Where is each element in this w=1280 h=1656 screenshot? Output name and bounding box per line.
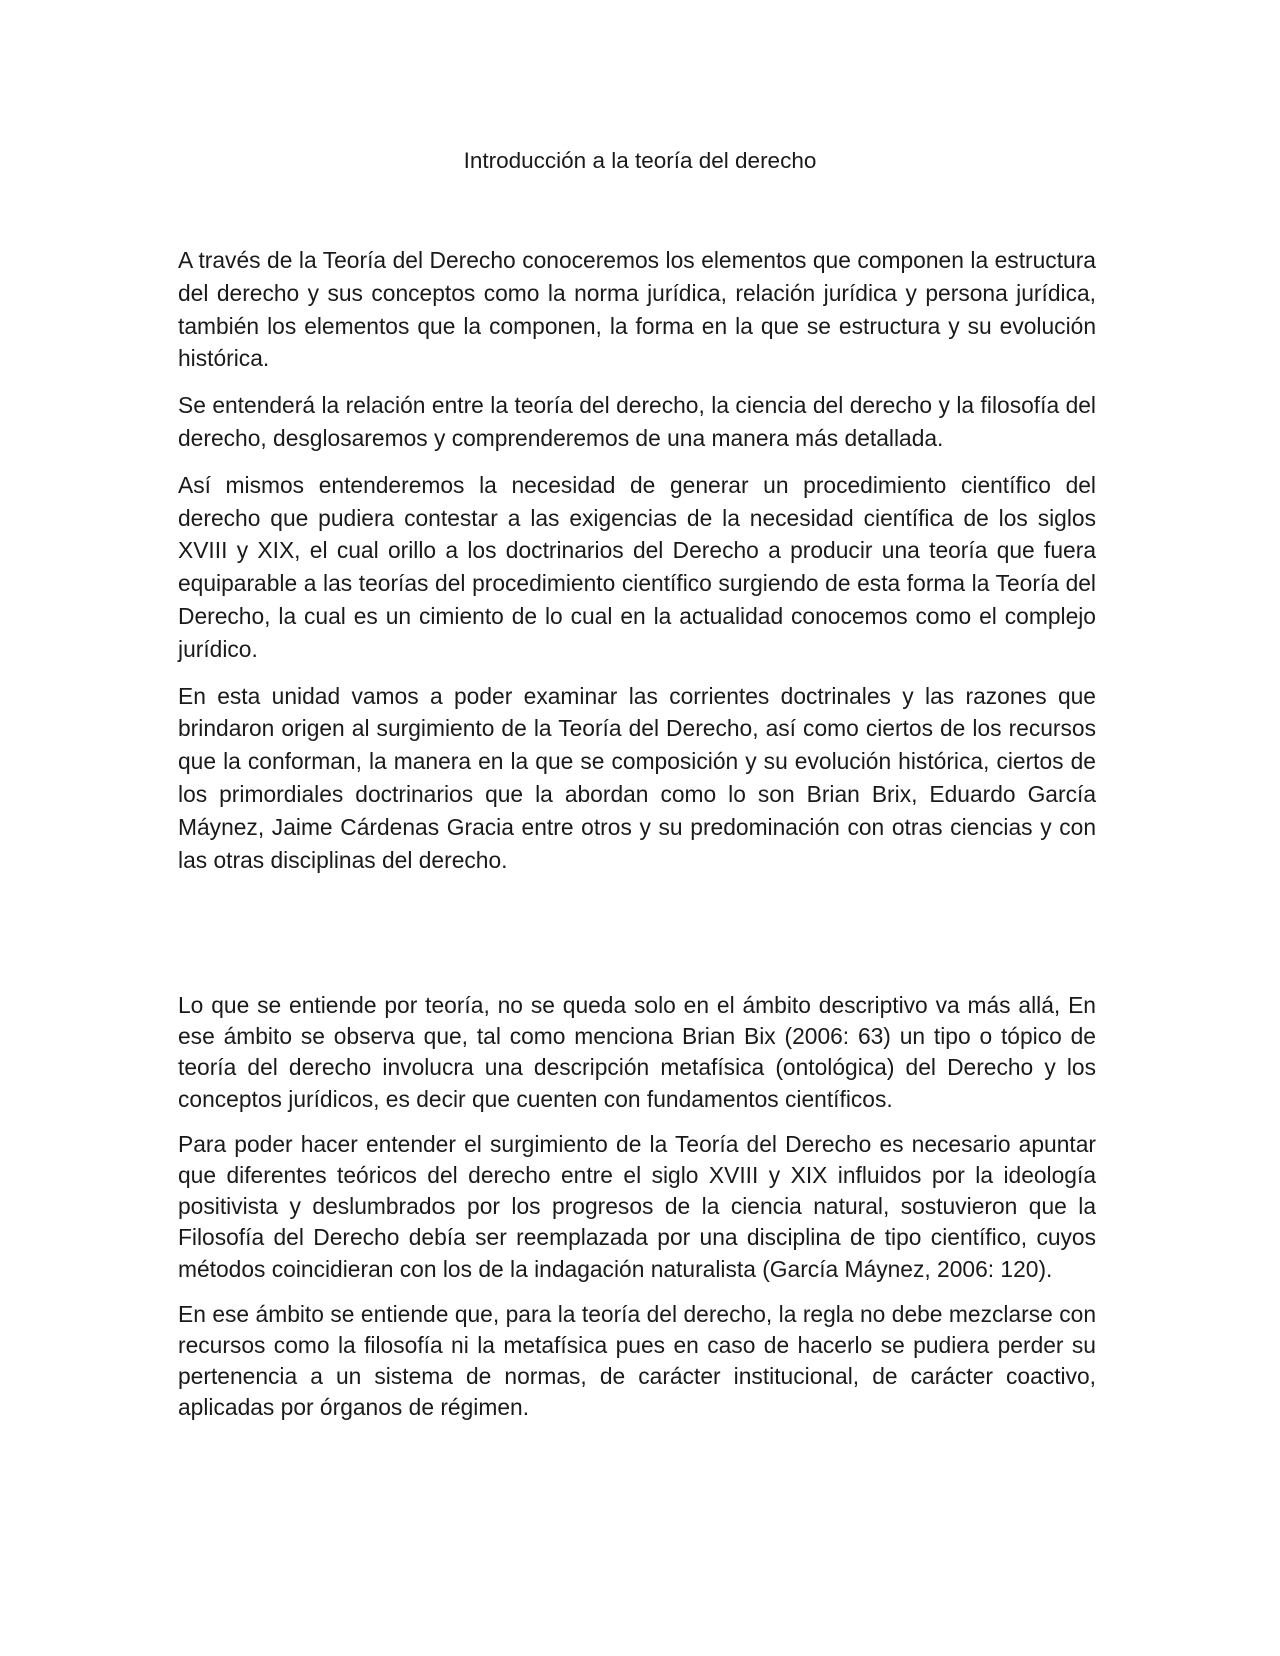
- paragraph: Se entenderá la relación entre la teoría del derecho, la ciencia del derecho y la filosofía del derecho, desglosaremos y comprenderemos de una manera más detallada.: [178, 392, 1096, 451]
- page-title: Introducción a la teoría del derecho: [463, 148, 817, 173]
- paragraph: Para poder hacer entender el surgimiento de la Teoría del Derecho es necesario apuntar que diferentes teóricos del derecho entre el siglo XVIII y XIX influidos por la ideología positivista y deslumbrados por los progresos de la ciencia natural, sostuvieron que la Filosofía del Derecho debía ser reemplazada por una disciplina de tipo científico, cuyos métodos coincidieran con los de la indagación naturalista (García Máynez, 2006: 120).: [178, 1130, 1096, 1282]
- section-one: [178, 244, 1096, 890]
- section-two: [178, 990, 1096, 1438]
- paragraph: En ese ámbito se entiende que, para la teoría del derecho, la regla no debe mezclarse con recursos como la filosofía ni la metafísica pues en caso de hacerlo se pudiera perder su pertenencia a un sistema de normas, de carácter institucional, de carácter coactivo, aplicadas por órganos de régimen.: [178, 1300, 1096, 1421]
- paragraph: Así mismos entenderemos la necesidad de generar un procedimiento científico del derecho que pudiera contestar a las exigencias de la necesidad científica de los siglos XVIII y XIX, el cual orillo a los doctrinarios del Derecho a producir una teoría que fuera equiparable a las teorías del procedimiento científico surgiendo de esta forma la Teoría del Derecho, la cual es un cimiento de lo cual en la actualidad conocemos como el complejo jurídico.: [178, 471, 1096, 662]
- paragraph: Lo que se entiende por teoría, no se queda solo en el ámbito descriptivo va más allá, En ese ámbito se observa que, tal como menciona Brian Bix (2006: 63) un tipo o tópico de teoría del derecho involucra una descripción metafísica (ontológica) del Derecho y los conceptos jurídicos, es decir que cuenten con fundamentos científicos.: [178, 992, 1096, 1112]
- paragraph: A través de la Teoría del Derecho conoceremos los elementos que componen la estructura del derecho y sus conceptos como la norma jurídica, relación jurídica y persona jurídica, también los elementos que la componen, la forma en la que se estructura y su evolución histórica.: [178, 247, 1096, 372]
- paragraph: En esta unidad vamos a poder examinar las corrientes doctrinales y las razones que brindaron origen al surgimiento de la Teoría del Derecho, así como ciertos de los recursos que la conforman, la manera en la que se composición y su evolución histórica, ciertos de los primordiales doctrinarios que la abordan como lo son Brian Brix, Eduardo García Máynez, Jaime Cárdenas Gracia entre otros y su predominación con otras ciencias y con las otras disciplinas del derecho.: [178, 682, 1096, 873]
